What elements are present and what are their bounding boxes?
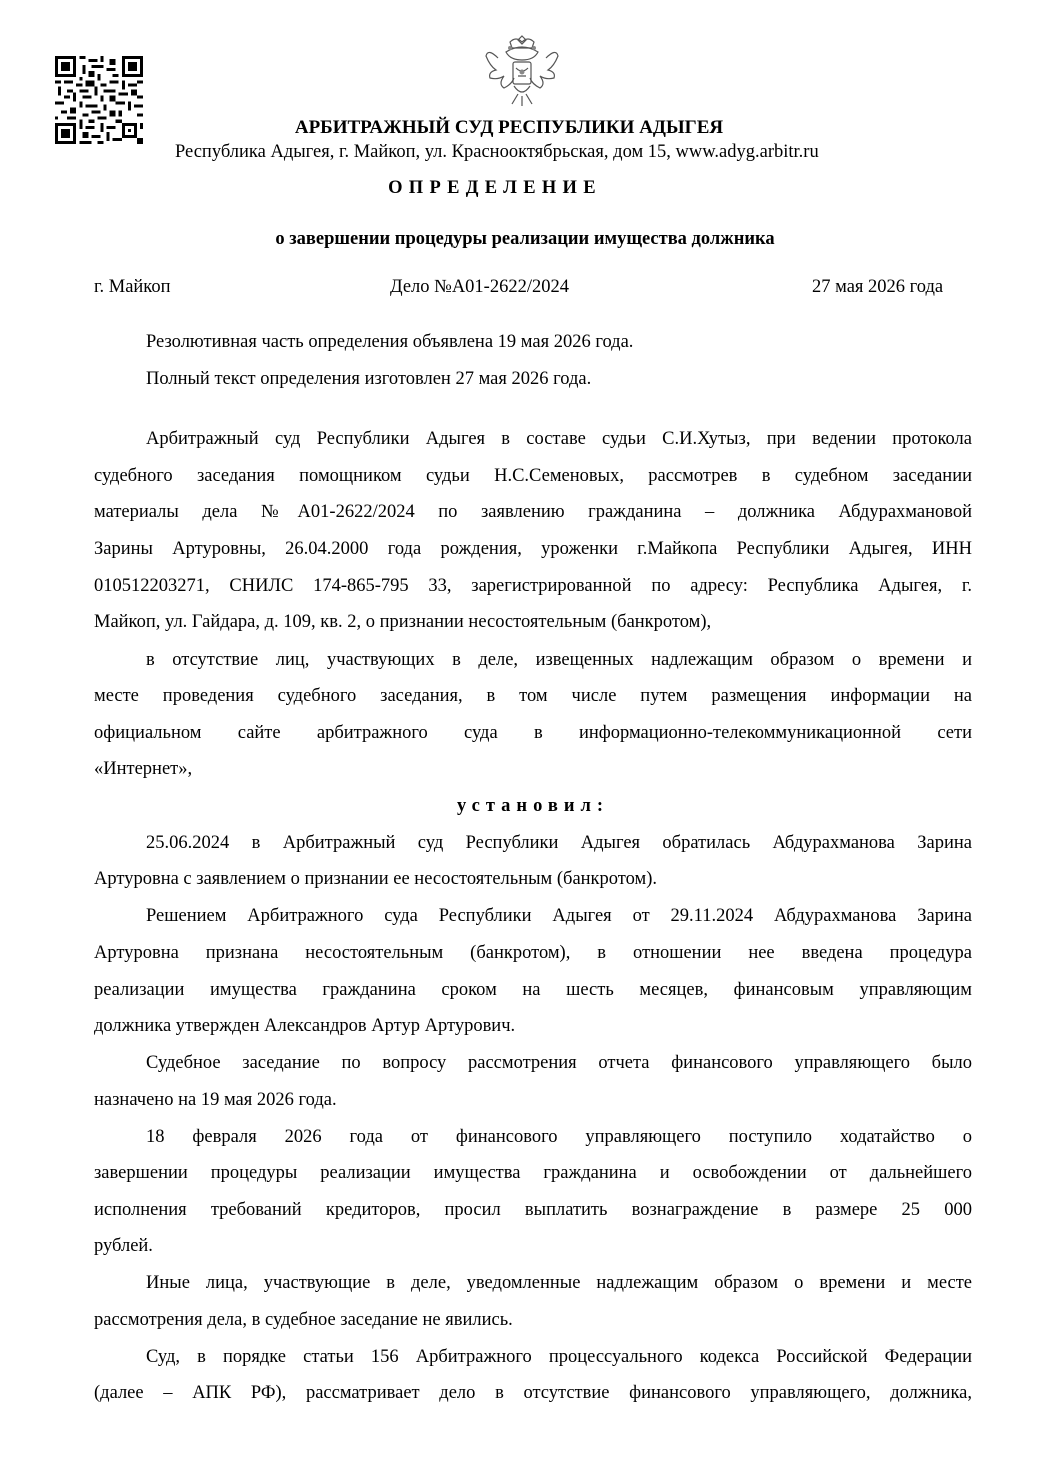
paragraph-line: 010512203271, СНИЛС 174-865-795 33, зарегистрированной по адресу: Республика Адыгея, г. — [94, 576, 972, 596]
paragraph-line: реализации имущества гражданина сроком на шесть месяцев, финансовым управляющим — [94, 980, 972, 1000]
paragraph-line: (далее – АПК РФ), рассматривает дело в отсутствие финансового управляющего, должника, — [94, 1383, 972, 1403]
established-heading: установил: — [456, 796, 610, 816]
paragraph-line: месте проведения судебного заседания, в том числе путем размещения информации на — [94, 686, 972, 706]
full-text-prepared: Полный текст определения изготовлен 27 мая 2026 года. — [146, 369, 592, 389]
coat-of-arms-icon — [480, 30, 564, 114]
paragraph-line: в отсутствие лиц, участвующих в деле, извещенных надлежащим образом о времени и — [146, 650, 972, 670]
paragraph-line: 25.06.2024 в Арбитражный суд Республики Адыгея обратилась Абдурахманова Зарина — [146, 833, 972, 853]
paragraph-line: Артуровна признана несостоятельным (банкротом), в отношении нее введена процедура — [94, 943, 972, 963]
paragraph-line: Артуровна с заявлением о признании ее несостоятельным (банкротом). — [94, 869, 658, 889]
resolution-announced: Резолютивная часть определения объявлена 19 мая 2026 года. — [146, 332, 634, 352]
paragraph-line: Майкоп, ул. Гайдара, д. 109, кв. 2, о признании несостоятельным (банкротом), — [94, 612, 712, 632]
document-type: ОПРЕДЕЛЕНИЕ — [388, 178, 602, 198]
court-name: АРБИТРАЖНЫЙ СУД РЕСПУБЛИКИ АДЫГЕЯ — [294, 117, 724, 138]
paragraph-line: назначено на 19 мая 2026 года. — [94, 1090, 337, 1110]
paragraph-line: рассмотрения дела, в судебное заседание не явились. — [94, 1310, 513, 1330]
document-subject: о завершении процедуры реализации имущества должника — [275, 229, 775, 249]
paragraph-line: Иные лица, участвующие в деле, уведомленные надлежащим образом о времени и месте — [146, 1273, 972, 1293]
case-number: Дело №А01-2622/2024 — [390, 277, 569, 297]
paragraph-line: должника утвержден Александров Артур Артурович. — [94, 1016, 516, 1036]
paragraph-line: «Интернет», — [94, 759, 193, 779]
paragraph-line: рублей. — [94, 1236, 153, 1256]
paragraph-line: Решением Арбитражного суда Республики Адыгея от 29.11.2024 Абдурахманова Зарина — [146, 906, 972, 926]
paragraph-line: судебного заседания помощником судьи Н.С.Семеновых, рассмотрев в судебном заседании — [94, 466, 972, 486]
paragraph-line: Арбитражный суд Республики Адыгея в составе судьи С.И.Хутыз, при ведении протокола — [146, 429, 972, 449]
paragraph-line: 18 февраля 2026 года от финансового управляющего поступило ходатайство о — [146, 1127, 972, 1147]
paragraph-line: Зарины Артуровны, 26.04.2000 года рождения, уроженки г.Майкопа Республики Адыгея, ИНН — [94, 539, 972, 559]
paragraph-line: завершении процедуры реализации имущества гражданина и освобождении от дальнейшего — [94, 1163, 972, 1183]
paragraph-line: Суд, в порядке статьи 156 Арбитражного процессуального кодекса Российской Федерации — [146, 1347, 972, 1367]
paragraph-line: исполнения требований кредиторов, просил выплатить вознаграждение в размере 25 000 — [94, 1200, 972, 1220]
paragraph-line: материалы дела №А01-2622/2024 по заявлению гражданина – должника Абдурахмановой — [94, 502, 972, 522]
paragraph-line: официальном сайте арбитражного суда в информационно-телекоммуникационной сети — [94, 723, 972, 743]
document-date: 27 мая 2026 года — [812, 277, 944, 297]
city: г. Майкоп — [94, 277, 171, 297]
paragraph-line: Судебное заседание по вопросу рассмотрения отчета финансового управляющего было — [146, 1053, 972, 1073]
court-address: Республика Адыгея, г. Майкоп, ул. Краснооктябрьская, дом 15, www.adyg.arbitr.ru — [175, 142, 819, 162]
